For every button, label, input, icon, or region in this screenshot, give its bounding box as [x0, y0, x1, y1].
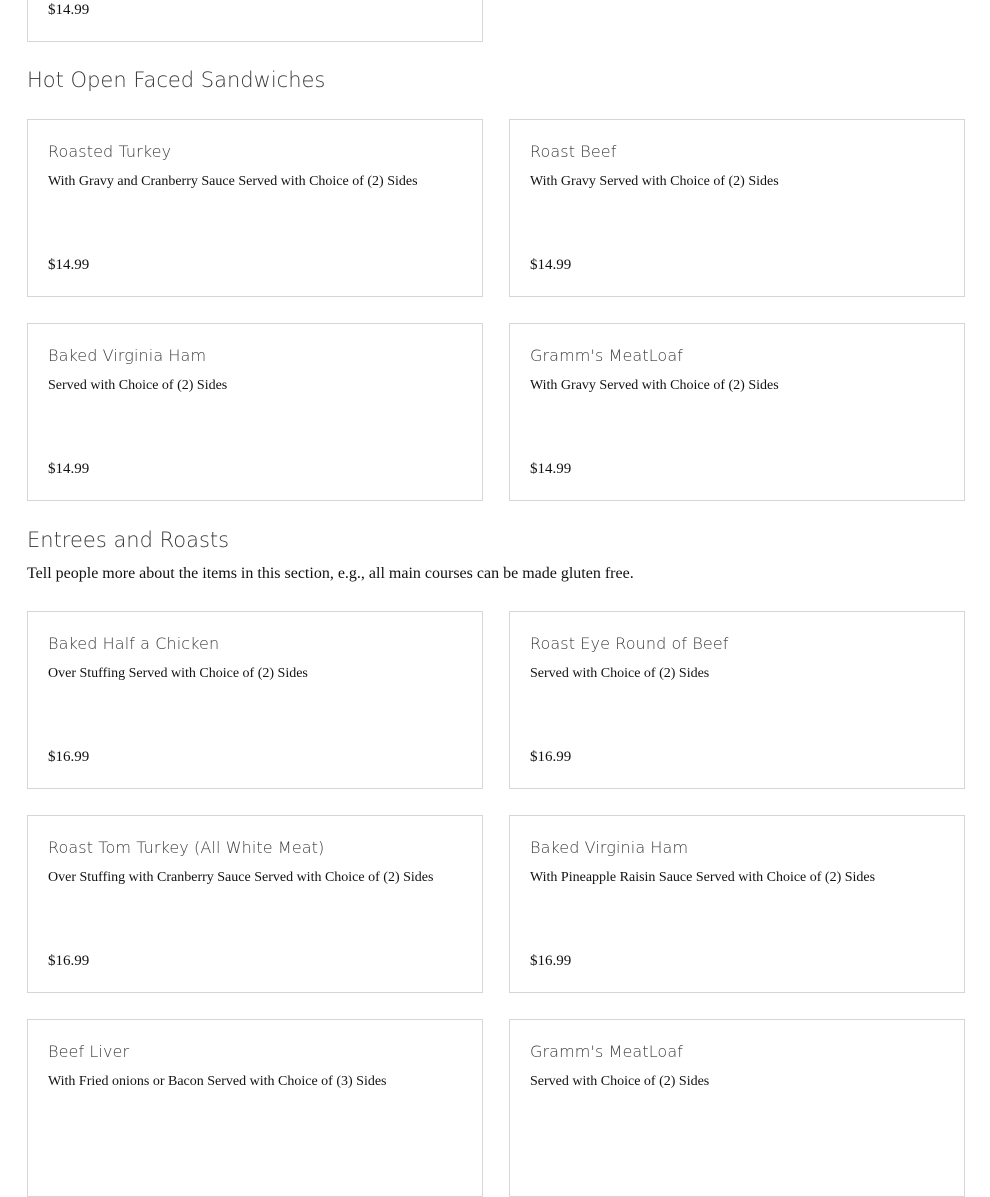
menu-item-price: $14.99: [48, 461, 90, 477]
menu-item-card: [509, 1019, 965, 1197]
menu-item-description: Over Stuffing with Cranberry Sauce Served with Choice of (2) Sides: [48, 870, 434, 885]
menu-item-price: $14.99: [530, 257, 572, 273]
menu-item-card: [509, 119, 965, 297]
menu-item-name: Gramm's MeatLoaf: [530, 1042, 683, 1061]
menu-item-description: Served with Choice of (2) Sides: [530, 1074, 710, 1089]
menu-item-card: [27, 0, 483, 42]
menu-item-name: Roast Eye Round of Beef: [530, 634, 729, 653]
menu-item-price: $16.99: [530, 953, 572, 969]
menu-item-price: $14.99: [48, 257, 90, 273]
menu-item-description: With Fried onions or Bacon Served with Choice of (3) Sides: [48, 1074, 387, 1089]
menu-item-name: Baked Half a Chicken: [48, 634, 220, 653]
menu-item-card: [27, 323, 483, 501]
menu-item-name: Roast Tom Turkey (All White Meat): [48, 838, 325, 857]
section-description: Tell people more about the items in this section, e.g., all main courses can be made gluten free.: [27, 565, 634, 582]
menu-item-card: [27, 815, 483, 993]
menu-item-description: With Pineapple Raisin Sauce Served with Choice of (2) Sides: [530, 870, 876, 885]
menu-item-name: Roasted Turkey: [48, 142, 172, 161]
menu-item-card: [509, 323, 965, 501]
menu-item-name: Roast Beef: [530, 142, 617, 161]
menu-item-name: Beef Liver: [48, 1042, 130, 1061]
menu-item-description: With Gravy Served with Choice of (2) Sides: [530, 378, 779, 393]
menu-item-card: [27, 119, 483, 297]
menu-item-price: $14.99: [48, 2, 90, 18]
menu-item-card: [27, 1019, 483, 1197]
menu-item-description: With Gravy Served with Choice of (2) Sides: [530, 174, 779, 189]
menu-item-card: [27, 611, 483, 789]
menu-item-name: Baked Virginia Ham: [530, 838, 689, 857]
section-title-hot-open-faced-sandwiches: Hot Open Faced Sandwiches: [27, 68, 326, 92]
menu-item-description: Served with Choice of (2) Sides: [530, 666, 710, 681]
menu-item-description: With Gravy and Cranberry Sauce Served with Choice of (2) Sides: [48, 174, 418, 189]
menu-item-description: Over Stuffing Served with Choice of (2) Sides: [48, 666, 308, 681]
menu-item-card: [509, 815, 965, 993]
menu-item-price: $16.99: [48, 953, 90, 969]
menu-item-price: $16.99: [530, 749, 572, 765]
menu-item-name: Gramm's MeatLoaf: [530, 346, 683, 365]
menu-item-name: Baked Virginia Ham: [48, 346, 207, 365]
menu-item-price: $14.99: [530, 461, 572, 477]
menu-item-description: Served with Choice of (2) Sides: [48, 378, 228, 393]
section-title-entrees-and-roasts: Entrees and Roasts: [27, 528, 230, 552]
menu-item-price: $16.99: [48, 749, 90, 765]
menu-item-card: [509, 611, 965, 789]
